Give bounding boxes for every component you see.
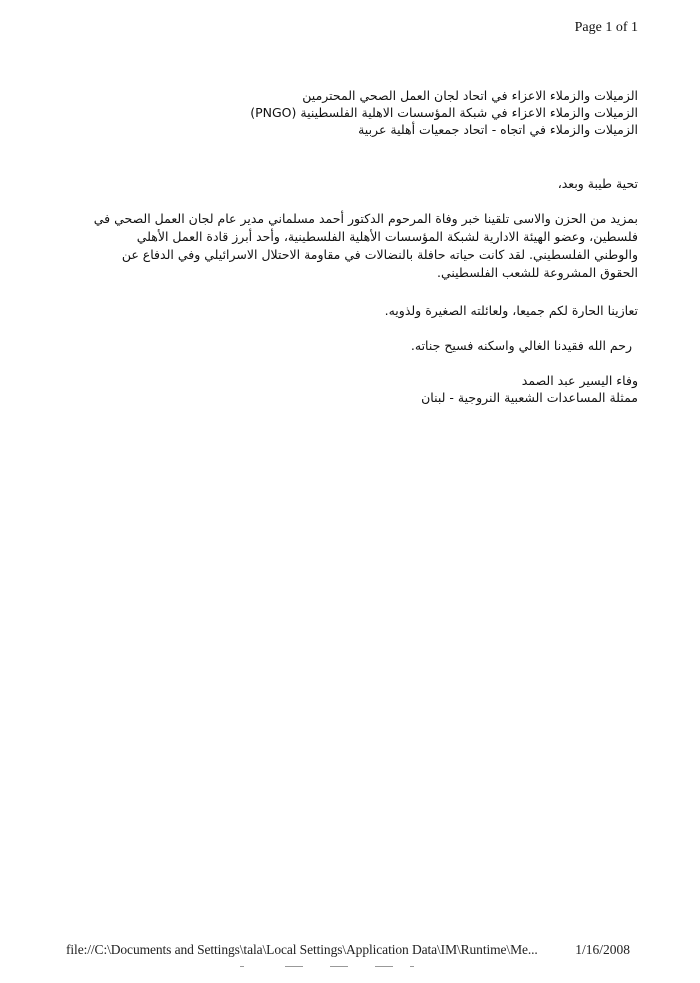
- body-paragraph: بمزيد من الحزن والاسى تلقينا خبر وفاة المرحوم الدكتور أحمد مسلماني مدير عام لجان العمل الصحي في فلسطين، وعضو الهيئة الادارية لشبكة المؤسسات الأهلية الفلسطينية، وأحد أبرز قادة العمل الأهلي والوطني الفلسطيني. لقد كانت حياته حافلة بالنضالات في مقاومة الاحتلال الاسرائيلي وفي الدفاع عن الحقوق المشروعة للشعب الفلسطيني.: [93, 211, 638, 280]
- scan-mark: [375, 966, 393, 967]
- scan-artifacts: [240, 966, 440, 970]
- file-path: file://C:\Documents and Settings\tala\Local Settings\Application Data\IM\Runtime\Me...: [66, 942, 538, 957]
- scan-mark: [285, 966, 303, 967]
- recipient-line: الزميلات والزملاء الاعزاء في شبكة المؤسسات الاهلية الفلسطينية (PNGO): [250, 105, 638, 120]
- prayer-line: رحم الله فقيدنا الغالي واسكنه فسيح جناته.: [410, 338, 632, 353]
- scan-mark: [410, 966, 414, 967]
- recipient-line: الزميلات والزملاء في اتجاه - اتحاد جمعيات أهلية عربية: [358, 122, 638, 137]
- scan-mark: [240, 966, 244, 967]
- print-date: 1/16/2008: [575, 942, 630, 957]
- recipient-line: الزميلات والزملاء الاعزاء في اتحاد لجان العمل الصحي المحترمين: [302, 88, 638, 103]
- signature-block: [90, 372, 638, 406]
- scan-mark: [330, 966, 348, 967]
- page-indicator: Page 1 of 1: [574, 20, 638, 35]
- condolence-line: تعازينا الحارة لكم جميعا، ولعائلته الصغيرة ولذويه.: [384, 303, 638, 318]
- greeting: تحية طيبة وبعد،: [557, 176, 638, 191]
- signer-title: ممثلة المساعدات الشعبية النروجية - لبنان: [421, 390, 638, 405]
- recipients-block: [90, 87, 638, 138]
- signer-name: وفاء اليسير عبد الصمد: [521, 373, 638, 388]
- print-footer: [66, 942, 630, 958]
